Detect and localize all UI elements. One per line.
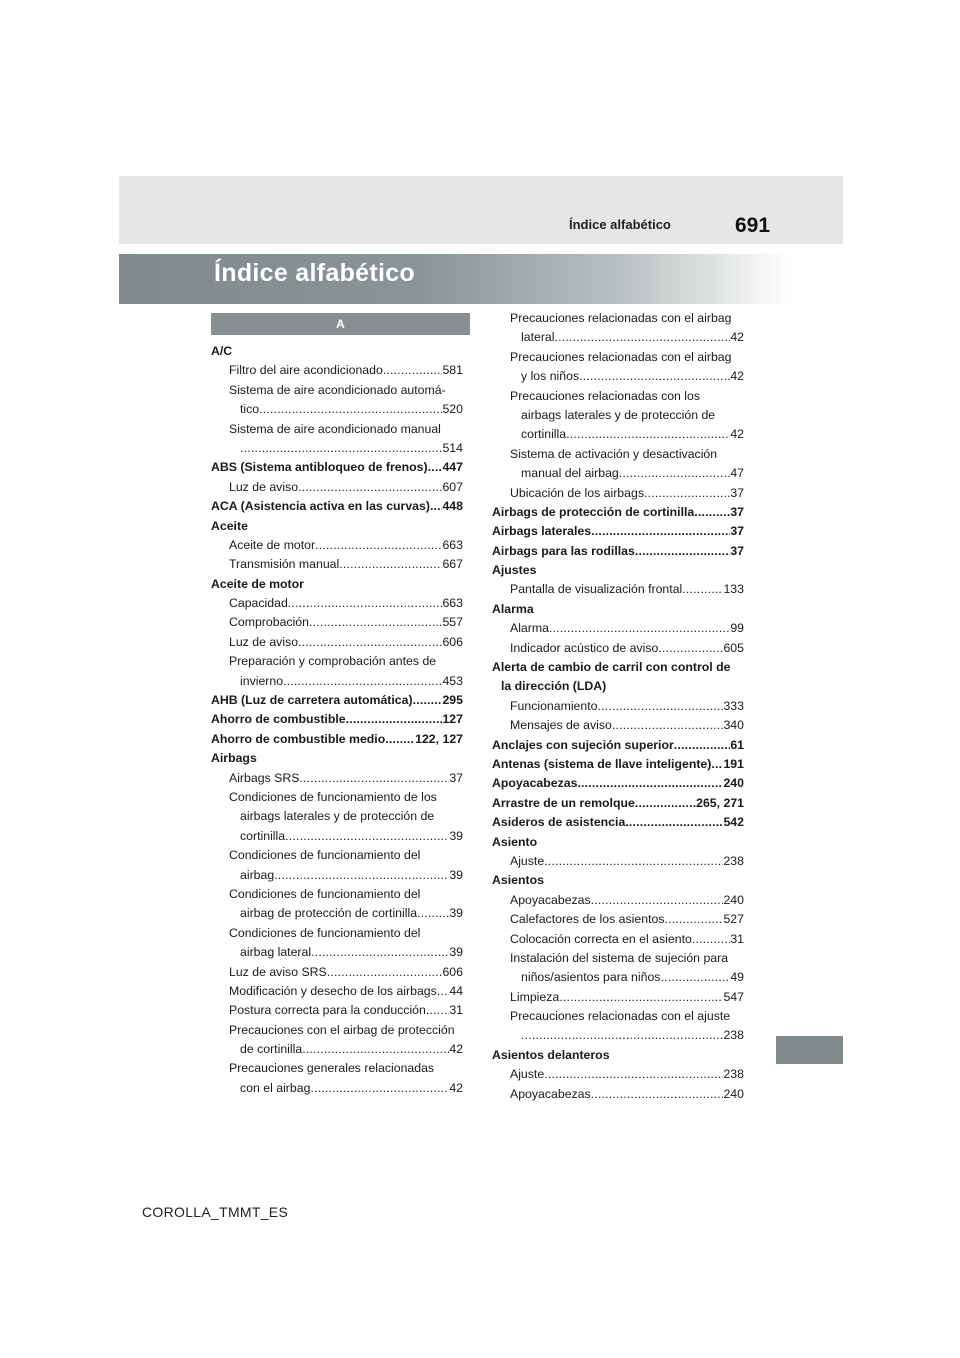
entry-page-ref: 295: [442, 693, 463, 708]
entry-text: Airbags SRS: [229, 770, 300, 785]
entry-text: Airbags de protección de cortinilla: [492, 504, 695, 519]
entry-text: Apoyacabezas: [510, 892, 591, 907]
dot-leader: [240, 439, 442, 458]
index-subentry: [492, 484, 744, 503]
index-subentry: [492, 891, 744, 910]
dot-leader: [309, 613, 442, 632]
index-subentry: Instalación del sistema de sujeción para: [510, 950, 729, 965]
entry-page-ref: 663: [442, 537, 463, 552]
entry-page-ref: 663: [442, 596, 463, 611]
entry-text: Postura correcta para la conducción: [229, 1003, 426, 1018]
entry-text: Limpieza: [510, 989, 560, 1004]
index-subentry: airbags laterales y de protección de: [240, 809, 435, 824]
entry-page-ref: 39: [449, 867, 463, 882]
entry-text: Indicador acústico de aviso: [510, 640, 659, 655]
entry-page-ref: 542: [723, 815, 744, 830]
entry-text: AHB (Luz de carretera automática): [211, 693, 413, 708]
dot-leader: [315, 536, 442, 555]
entry-page-ref: 520: [442, 402, 463, 417]
entry-text: con el airbag: [240, 1080, 311, 1095]
dot-leader: [591, 522, 730, 541]
entry-text: ABS (Sistema antibloqueo de frenos): [211, 460, 428, 475]
dot-leader: [437, 982, 450, 1001]
entry-page-ref: 453: [442, 673, 463, 688]
index-subentry: Precauciones relacionadas con el airbag: [510, 311, 732, 325]
dot-leader: [298, 633, 442, 652]
entry-page-ref: 240: [723, 892, 744, 907]
index-subentry: [492, 697, 744, 716]
index-entry: Ajustes: [492, 563, 537, 578]
index-entry: Airbags: [211, 751, 257, 766]
entry-page-ref: 44: [449, 983, 463, 998]
dot-leader: [299, 769, 449, 788]
dot-leader: [635, 794, 696, 813]
entry-page-ref: 42: [730, 369, 744, 384]
dot-leader: [413, 691, 443, 710]
dot-leader: [544, 852, 723, 871]
dot-leader: [430, 497, 443, 516]
entry-text: Asideros de asistencia: [492, 815, 626, 830]
entry-page-ref: 581: [442, 363, 463, 378]
index-entry: [492, 794, 744, 813]
entry-text: y los niños: [521, 369, 580, 384]
entry-text: manual del airbag: [521, 466, 619, 481]
dot-leader: [339, 555, 442, 574]
index-subentry: [211, 536, 463, 555]
index-subentry: [492, 1065, 744, 1084]
entry-text: Aceite de motor: [229, 537, 316, 552]
entry-text: Capacidad: [229, 596, 288, 611]
index-subentry: [211, 866, 463, 885]
index-subentry: Sistema de aire acondicionado automá-: [229, 382, 446, 397]
dot-leader: [612, 716, 724, 735]
index-subentry: [492, 639, 744, 658]
entry-text: Ubicación de los airbags: [510, 485, 644, 500]
entry-text: Anclajes con sujeción superior: [492, 737, 674, 752]
index-subentry: [211, 769, 463, 788]
index-subentry: [211, 943, 463, 962]
dot-leader: [591, 891, 724, 910]
index-subentry: [211, 613, 463, 632]
index-subentry: Precauciones generales relacionadas: [229, 1061, 435, 1076]
index-subentry: [211, 672, 463, 691]
entry-page-ref: 42: [449, 1080, 463, 1095]
index-entry: [211, 458, 463, 477]
entry-page-ref: 447: [442, 460, 463, 475]
entry-text: tico: [240, 402, 260, 417]
entry-text: airbag: [240, 867, 275, 882]
index-subentry: Condiciones de funcionamiento de los: [229, 789, 437, 804]
index-entry: [211, 710, 463, 729]
entry-page-ref: 39: [449, 828, 463, 843]
entry-page-ref: 37: [730, 504, 744, 519]
entry-page-ref: 42: [449, 1042, 463, 1057]
dot-leader: [660, 968, 730, 987]
entry-page-ref: 99: [730, 621, 744, 636]
index-subentry: [492, 464, 744, 483]
entry-page-ref: 238: [723, 1067, 744, 1082]
entry-text: Ahorro de combustible: [211, 712, 346, 727]
dot-leader: [711, 755, 723, 774]
dot-leader: [549, 619, 730, 638]
dot-leader: [658, 639, 723, 658]
index-entry: [211, 497, 463, 516]
entry-page-ref: 37: [449, 770, 463, 785]
entry-page-ref: 514: [442, 440, 463, 455]
dot-leader: [327, 963, 443, 982]
dot-leader: [311, 943, 449, 962]
index-subentry: [492, 988, 744, 1007]
index-entry: A/C: [211, 344, 233, 358]
dot-leader: [664, 910, 723, 929]
index-entry: Aceite de motor: [211, 576, 304, 591]
entry-text: Airbags para las rodillas: [492, 543, 635, 558]
entry-page-ref: 333: [723, 698, 744, 713]
entry-text: invierno: [240, 673, 284, 688]
dot-leader: [428, 458, 443, 477]
dot-leader: [302, 1040, 449, 1059]
index-entry: la dirección (LDA): [501, 679, 607, 694]
entry-page-ref: 265, 271: [696, 795, 744, 810]
dot-leader: [555, 328, 731, 347]
index-entry: [492, 542, 744, 561]
entry-text: Ajuste: [510, 853, 545, 868]
dot-leader: [598, 697, 724, 716]
entry-page-ref: 47: [730, 466, 744, 481]
index-entry: [492, 503, 744, 522]
dot-leader: [635, 542, 730, 561]
index-entry: [211, 691, 463, 710]
entry-text: Comprobación: [229, 615, 309, 630]
dot-leader: [521, 1026, 723, 1045]
index-subentry: [211, 555, 463, 574]
entry-page-ref: 31: [449, 1003, 463, 1018]
entry-page-ref: 448: [442, 499, 463, 514]
index-subentry: [492, 619, 744, 638]
entry-page-ref: 39: [449, 945, 463, 960]
dot-leader: [298, 478, 442, 497]
index-entry: Asientos: [492, 873, 544, 888]
entry-text: Luz de aviso SRS: [229, 964, 327, 979]
dot-leader: [346, 710, 443, 729]
entry-page-ref: 606: [442, 964, 463, 979]
section-thumb-tab: [776, 1036, 843, 1064]
entry-text: Apoyacabezas: [492, 776, 578, 791]
entry-text: Ahorro de combustible medio: [211, 731, 386, 746]
entry-page-ref: 37: [730, 524, 744, 539]
dot-leader: [259, 400, 442, 419]
entry-text: cortinilla: [521, 427, 567, 442]
index-entry: Alerta de cambio de carril con control de: [492, 660, 731, 675]
index-subentry: [492, 1026, 744, 1045]
index-subentry: [492, 968, 744, 987]
index-subentry: [211, 478, 463, 497]
index-entry: Asiento: [492, 834, 538, 849]
dot-leader: [426, 1001, 449, 1020]
dot-leader: [383, 361, 443, 380]
dot-leader: [274, 866, 449, 885]
index-letter-heading: A: [211, 313, 470, 335]
index-subentry: [492, 580, 744, 599]
entry-text: Arrastre de un remolque: [492, 795, 635, 810]
index-entry: [492, 736, 744, 755]
dot-leader: [619, 464, 731, 483]
entry-page-ref: 667: [442, 557, 463, 572]
index-entry: [492, 774, 744, 793]
index-subentry: Precauciones relacionadas con los: [510, 388, 701, 403]
index-subentry: [211, 633, 463, 652]
entry-text: Filtro del aire acondicionado: [229, 363, 383, 378]
dot-leader: [283, 672, 442, 691]
index-subentry: Precauciones con el airbag de protección: [229, 1022, 455, 1037]
dot-leader: [682, 580, 723, 599]
entry-page-ref: 240: [723, 776, 744, 791]
index-subentry: [211, 1079, 463, 1098]
index-subentry: [211, 361, 463, 380]
index-subentry: Precauciones relacionadas con el airbag: [510, 349, 732, 364]
entry-text: Pantalla de visualización frontal: [510, 582, 683, 597]
dot-leader: [310, 1079, 449, 1098]
entry-text: lateral: [521, 330, 555, 345]
entry-page-ref: 37: [730, 485, 744, 500]
dot-leader: [644, 484, 730, 503]
index-subentry: [492, 425, 744, 444]
entry-text: Luz de aviso: [229, 634, 299, 649]
dot-leader: [559, 988, 723, 1007]
entry-page-ref: 557: [442, 615, 463, 630]
index-entry: Asientos delanteros: [492, 1047, 610, 1062]
entry-page-ref: 31: [730, 931, 744, 946]
index-subentry: [211, 963, 463, 982]
entry-page-ref: 42: [730, 427, 744, 442]
entry-text: airbag de protección de cortinilla: [240, 906, 418, 921]
entry-text: Transmisión manual: [229, 557, 340, 572]
index-subentry: [211, 1040, 463, 1059]
entry-text: ACA (Asistencia activa en las curvas): [211, 499, 430, 514]
header-section-title: Índice alfabético: [569, 217, 671, 232]
entry-text: Mensajes de aviso: [510, 718, 612, 733]
entry-page-ref: 606: [442, 634, 463, 649]
index-subentry: Condiciones de funcionamiento del: [229, 925, 421, 940]
index-subentry: Preparación y comprobación antes de: [229, 654, 437, 669]
index-subentry: [492, 852, 744, 871]
index-subentry: Sistema de aire acondicionado manual: [229, 421, 441, 436]
entry-page-ref: 133: [723, 582, 744, 597]
dot-leader: [579, 367, 730, 386]
index-subentry: [492, 910, 744, 929]
document-footer-code: COROLLA_TMMT_ES: [142, 1204, 289, 1220]
index-subentry: [211, 904, 463, 923]
index-subentry: [492, 930, 744, 949]
index-subentry: [492, 367, 744, 386]
dot-leader: [694, 503, 730, 522]
index-subentry: [492, 1085, 744, 1104]
entry-page-ref: 49: [730, 970, 744, 985]
index-subentry: [211, 827, 463, 846]
index-subentry: [492, 716, 744, 735]
index-subentry: [211, 400, 463, 419]
index-entry: [211, 730, 463, 749]
index-subentry: Condiciones de funcionamiento del: [229, 848, 421, 863]
entry-text: de cortinilla: [240, 1042, 303, 1057]
index-subentry: [211, 594, 463, 613]
entry-page-ref: 527: [723, 912, 744, 927]
index-entry: [492, 522, 744, 541]
entry-page-ref: 340: [723, 718, 744, 733]
dot-leader: [591, 1085, 724, 1104]
index-subentry: Condiciones de funcionamiento del: [229, 886, 421, 901]
entry-text: Apoyacabezas: [510, 1086, 591, 1101]
entry-page-ref: 607: [442, 479, 463, 494]
dot-leader: [692, 930, 730, 949]
entry-page-ref: 122, 127: [415, 731, 463, 746]
entry-page-ref: 238: [723, 1028, 744, 1043]
dot-leader: [285, 827, 449, 846]
entry-page-ref: 238: [723, 853, 744, 868]
index-subentry: [211, 982, 463, 1001]
entry-text: cortinilla: [240, 828, 286, 843]
entry-page-ref: 42: [730, 330, 744, 345]
dot-leader: [566, 425, 730, 444]
entry-text: Colocación correcta en el asiento: [510, 931, 692, 946]
dot-leader: [417, 904, 449, 923]
entry-page-ref: 61: [730, 737, 744, 752]
entry-page-ref: 605: [723, 640, 744, 655]
dot-leader: [625, 813, 723, 832]
index-column-left: [211, 342, 463, 1098]
entry-text: airbag lateral: [240, 945, 312, 960]
index-entry: Aceite: [211, 518, 248, 533]
entry-text: niños/asientos para niños: [521, 970, 661, 985]
index-subentry: [492, 328, 744, 347]
dot-leader: [577, 774, 723, 793]
index-entry: [492, 813, 744, 832]
index-entry: Alarma: [492, 601, 534, 616]
entry-text: Alarma: [510, 621, 549, 636]
dot-leader: [674, 736, 731, 755]
entry-text: Antenas (sistema de llave inteligente): [492, 756, 712, 771]
dot-leader: [544, 1065, 723, 1084]
entry-page-ref: 240: [723, 1086, 744, 1101]
entry-text: Airbags laterales: [492, 524, 592, 539]
page-number: 691: [735, 214, 771, 237]
entry-text: Modificación y desecho de los airbags: [229, 983, 437, 998]
entry-page-ref: 547: [723, 989, 744, 1004]
index-subentry: Sistema de activación y desactivación: [510, 446, 718, 461]
entry-text: Ajuste: [510, 1067, 545, 1082]
entry-page-ref: 39: [449, 906, 463, 921]
dot-leader: [288, 594, 443, 613]
entry-page-ref: 191: [723, 756, 744, 771]
entry-text: Funcionamiento: [510, 698, 598, 713]
index-subentry: Precauciones relacionadas con el ajuste: [510, 1009, 731, 1024]
index-subentry: airbags laterales y de protección de: [521, 407, 716, 422]
entry-page-ref: 37: [730, 543, 744, 558]
index-entry: [492, 755, 744, 774]
index-subentry: [211, 1001, 463, 1020]
entry-text: Calefactores de los asientos: [510, 912, 665, 927]
entry-text: Luz de aviso: [229, 479, 299, 494]
entry-page-ref: 127: [442, 712, 463, 727]
dot-leader: [385, 730, 415, 749]
index-subentry: [211, 439, 463, 458]
index-column-right: [492, 309, 744, 1104]
page-title: Índice alfabético: [214, 259, 415, 287]
